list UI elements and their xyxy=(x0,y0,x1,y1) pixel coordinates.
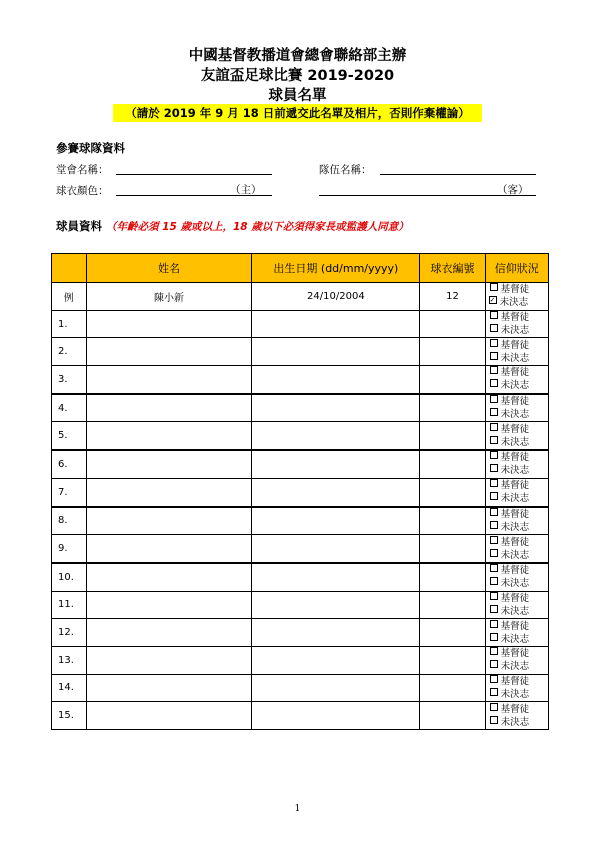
players-section-heading xyxy=(56,218,409,234)
table-row xyxy=(52,422,549,450)
checkbox-icon[interactable] xyxy=(490,366,498,374)
checkbox-icon[interactable] xyxy=(490,675,498,683)
option-not-yet[interactable]: 未決志 xyxy=(486,577,548,590)
option-christian[interactable]: 基督徒 xyxy=(486,311,548,324)
checkbox-icon xyxy=(490,283,498,291)
option-christian[interactable]: 基督徒 xyxy=(486,675,548,688)
organizer-title: 中國基督教播道會總會聯絡部主辦 xyxy=(188,48,407,64)
option-not-yet[interactable]: 未決志 xyxy=(486,436,548,449)
player-name-cell[interactable] xyxy=(86,535,252,563)
table-row xyxy=(52,507,549,535)
checkbox-icon[interactable] xyxy=(490,647,498,655)
row-number: 9. xyxy=(52,535,87,563)
example-option-not-yet: ✓未決志 xyxy=(486,296,548,309)
header-faith-status: 信仰狀況 xyxy=(485,254,548,283)
option-not-yet[interactable]: 未決志 xyxy=(486,633,548,646)
table-row xyxy=(52,591,549,619)
option-not-yet[interactable]: 未決志 xyxy=(486,379,548,392)
player-dob-cell[interactable] xyxy=(252,366,420,394)
player-faith-cell xyxy=(485,450,548,478)
table-row xyxy=(52,394,549,422)
checkbox-icon[interactable] xyxy=(490,521,498,529)
checkbox-icon[interactable] xyxy=(490,395,498,403)
checkbox-icon[interactable] xyxy=(490,716,498,724)
row-number: 6. xyxy=(52,450,87,478)
player-name-cell[interactable] xyxy=(86,674,252,702)
player-number-cell[interactable] xyxy=(420,310,485,338)
checkbox-icon[interactable] xyxy=(490,688,498,696)
header-jersey-number: 球衣編號 xyxy=(420,254,485,283)
player-faith-cell xyxy=(485,591,548,619)
player-faith-cell xyxy=(485,646,548,674)
player-number-cell[interactable] xyxy=(420,478,485,506)
player-faith-cell xyxy=(485,394,548,422)
jersey-color-label: 球衣顏色： xyxy=(56,185,109,197)
deadline-notice: （請於 2019 年 9 月 18 日前遞交此名單及相片，否則作棄權論） xyxy=(113,104,482,122)
option-not-yet[interactable]: 未決志 xyxy=(486,549,548,562)
player-number-cell[interactable] xyxy=(420,338,485,366)
player-faith-cell xyxy=(485,366,548,394)
team-section-heading: 參賽球隊資料 xyxy=(56,141,125,155)
option-not-yet[interactable]: 未決志 xyxy=(486,324,548,337)
checkbox-icon[interactable] xyxy=(490,311,498,319)
row-number: 10. xyxy=(52,563,87,591)
player-dob-cell[interactable] xyxy=(252,478,420,506)
player-number-cell[interactable] xyxy=(420,563,485,591)
player-dob-cell[interactable] xyxy=(252,450,420,478)
age-requirement-note: （年齡必須 15 歲或以上，18 歲以下必須得家長或監護人同意） xyxy=(106,221,409,233)
checkbox-icon[interactable] xyxy=(490,508,498,516)
row-number: 3. xyxy=(52,366,87,394)
player-name-cell[interactable] xyxy=(86,338,252,366)
example-option-christian: 基督徒 xyxy=(486,283,548,296)
row-number: 15. xyxy=(52,702,87,730)
option-christian[interactable]: 基督徒 xyxy=(486,339,548,352)
option-not-yet[interactable]: 未決志 xyxy=(486,352,548,365)
option-not-yet[interactable]: 未決志 xyxy=(486,605,548,618)
player-dob-cell[interactable] xyxy=(252,310,420,338)
form-title: 球員名單 xyxy=(268,88,327,104)
checkbox-icon[interactable] xyxy=(490,564,498,572)
checkbox-icon[interactable] xyxy=(490,492,498,500)
player-number-cell[interactable] xyxy=(420,450,485,478)
table-row xyxy=(52,366,549,394)
checkbox-icon[interactable] xyxy=(490,536,498,544)
option-not-yet[interactable]: 未決志 xyxy=(486,688,548,701)
checkbox-icon[interactable] xyxy=(490,549,498,557)
player-number-cell[interactable] xyxy=(420,507,485,535)
church-name-label: 堂會名稱： xyxy=(56,164,109,176)
players-heading-text: 球員資料 xyxy=(56,219,102,233)
away-suffix: （客） xyxy=(497,184,529,196)
option-not-yet[interactable]: 未決志 xyxy=(486,716,548,729)
player-name-cell[interactable] xyxy=(86,478,252,506)
option-christian[interactable]: 基督徒 xyxy=(486,395,548,408)
option-christian[interactable]: 基督徒 xyxy=(486,508,548,521)
option-not-yet[interactable]: 未決志 xyxy=(486,521,548,534)
option-christian[interactable]: 基督徒 xyxy=(486,479,548,492)
option-christian[interactable]: 基督徒 xyxy=(486,647,548,660)
player-name-cell[interactable] xyxy=(86,450,252,478)
option-christian[interactable]: 基督徒 xyxy=(486,536,548,549)
player-faith-cell xyxy=(485,338,548,366)
checkbox-icon[interactable] xyxy=(490,352,498,360)
header-index xyxy=(52,254,87,283)
player-dob-cell[interactable] xyxy=(252,563,420,591)
checkbox-icon[interactable] xyxy=(490,451,498,459)
player-dob-cell[interactable] xyxy=(252,702,420,730)
player-number-cell[interactable] xyxy=(420,591,485,619)
player-faith-cell xyxy=(485,478,548,506)
row-number: 5. xyxy=(52,422,87,450)
checkbox-icon[interactable] xyxy=(490,605,498,613)
player-number-cell[interactable] xyxy=(420,619,485,647)
page-number: 1 xyxy=(294,804,301,814)
option-not-yet[interactable]: 未決志 xyxy=(486,464,548,477)
checkbox-icon[interactable] xyxy=(490,703,498,711)
checkbox-icon[interactable] xyxy=(490,408,498,416)
example-number: 12 xyxy=(420,283,485,311)
player-name-cell[interactable] xyxy=(86,422,252,450)
player-roster-table xyxy=(51,253,549,730)
option-christian[interactable]: 基督徒 xyxy=(486,620,548,633)
row-number: 14. xyxy=(52,674,87,702)
table-row xyxy=(52,674,549,702)
player-number-cell[interactable] xyxy=(420,394,485,422)
player-dob-cell[interactable] xyxy=(252,646,420,674)
player-dob-cell[interactable] xyxy=(252,591,420,619)
table-row xyxy=(52,535,549,563)
checkbox-icon[interactable] xyxy=(490,633,498,641)
table-row xyxy=(52,646,549,674)
checked-checkbox-icon xyxy=(489,296,497,304)
checkbox-icon[interactable] xyxy=(490,479,498,487)
player-faith-cell xyxy=(485,619,548,647)
table-row xyxy=(52,450,549,478)
player-number-cell[interactable] xyxy=(420,422,485,450)
row-number: 7. xyxy=(52,478,87,506)
table-row xyxy=(52,310,549,338)
player-dob-cell[interactable] xyxy=(252,422,420,450)
checkbox-icon[interactable] xyxy=(490,339,498,347)
player-number-cell[interactable] xyxy=(420,646,485,674)
player-number-cell[interactable] xyxy=(420,702,485,730)
checkbox-icon[interactable] xyxy=(490,436,498,444)
player-dob-cell[interactable] xyxy=(252,507,420,535)
player-number-cell[interactable] xyxy=(420,674,485,702)
player-dob-cell[interactable] xyxy=(252,674,420,702)
player-faith-cell xyxy=(485,702,548,730)
option-christian[interactable]: 基督徒 xyxy=(486,564,548,577)
player-faith-cell xyxy=(485,535,548,563)
option-christian[interactable]: 基督徒 xyxy=(486,366,548,379)
player-name-cell[interactable] xyxy=(86,366,252,394)
player-name-cell[interactable] xyxy=(86,507,252,535)
player-number-cell[interactable] xyxy=(420,366,485,394)
checkbox-icon[interactable] xyxy=(490,464,498,472)
player-faith-cell xyxy=(485,507,548,535)
table-header-row xyxy=(52,254,549,283)
team-name-field[interactable] xyxy=(380,173,536,175)
option-not-yet[interactable]: 未決志 xyxy=(486,408,548,421)
header-dob: 出生日期 (dd/mm/yyyy) xyxy=(252,254,420,283)
option-christian[interactable]: 基督徒 xyxy=(486,592,548,605)
checkbox-icon[interactable] xyxy=(490,324,498,332)
table-row xyxy=(52,702,549,730)
table-row xyxy=(52,619,549,647)
example-row xyxy=(52,283,549,311)
player-faith-cell xyxy=(485,310,548,338)
checkbox-icon[interactable] xyxy=(490,577,498,585)
example-dob: 24/10/2004 xyxy=(252,283,420,311)
table-row xyxy=(52,338,549,366)
player-name-cell[interactable] xyxy=(86,394,252,422)
row-number: 4. xyxy=(52,394,87,422)
player-name-cell[interactable] xyxy=(86,310,252,338)
player-dob-cell[interactable] xyxy=(252,535,420,563)
player-faith-cell xyxy=(485,563,548,591)
row-number: 11. xyxy=(52,591,87,619)
team-name-label: 隊伍名稱： xyxy=(319,164,372,176)
row-number: 1. xyxy=(52,310,87,338)
checkbox-icon[interactable] xyxy=(490,592,498,600)
checkbox-icon[interactable] xyxy=(490,423,498,431)
option-not-yet[interactable]: 未決志 xyxy=(486,660,548,673)
checkbox-icon[interactable] xyxy=(490,379,498,387)
checkbox-icon[interactable] xyxy=(490,660,498,668)
player-dob-cell[interactable] xyxy=(252,338,420,366)
player-dob-cell[interactable] xyxy=(252,619,420,647)
player-faith-cell xyxy=(485,674,548,702)
example-name: 陳小新 xyxy=(86,283,252,311)
option-christian[interactable]: 基督徒 xyxy=(486,423,548,436)
player-name-cell[interactable] xyxy=(86,591,252,619)
row-number: 13. xyxy=(52,646,87,674)
table-row xyxy=(52,478,549,506)
option-not-yet[interactable]: 未決志 xyxy=(486,492,548,505)
option-christian[interactable]: 基督徒 xyxy=(486,451,548,464)
player-name-cell[interactable] xyxy=(86,646,252,674)
player-faith-cell xyxy=(485,422,548,450)
row-number: 8. xyxy=(52,507,87,535)
option-christian[interactable]: 基督徒 xyxy=(486,703,548,716)
row-number: 12. xyxy=(52,619,87,647)
player-name-cell[interactable] xyxy=(86,702,252,730)
example-label: 例 xyxy=(52,283,87,311)
player-name-cell[interactable] xyxy=(86,619,252,647)
home-suffix: （主） xyxy=(230,184,262,196)
player-name-cell[interactable] xyxy=(86,563,252,591)
checkbox-icon[interactable] xyxy=(490,620,498,628)
church-name-field[interactable] xyxy=(116,173,272,175)
player-number-cell[interactable] xyxy=(420,535,485,563)
header-name: 姓名 xyxy=(86,254,252,283)
event-title: 友誼盃足球比賽 2019-2020 xyxy=(200,68,395,84)
row-number: 2. xyxy=(52,338,87,366)
example-faith-status xyxy=(485,283,548,311)
player-dob-cell[interactable] xyxy=(252,394,420,422)
table-row xyxy=(52,563,549,591)
